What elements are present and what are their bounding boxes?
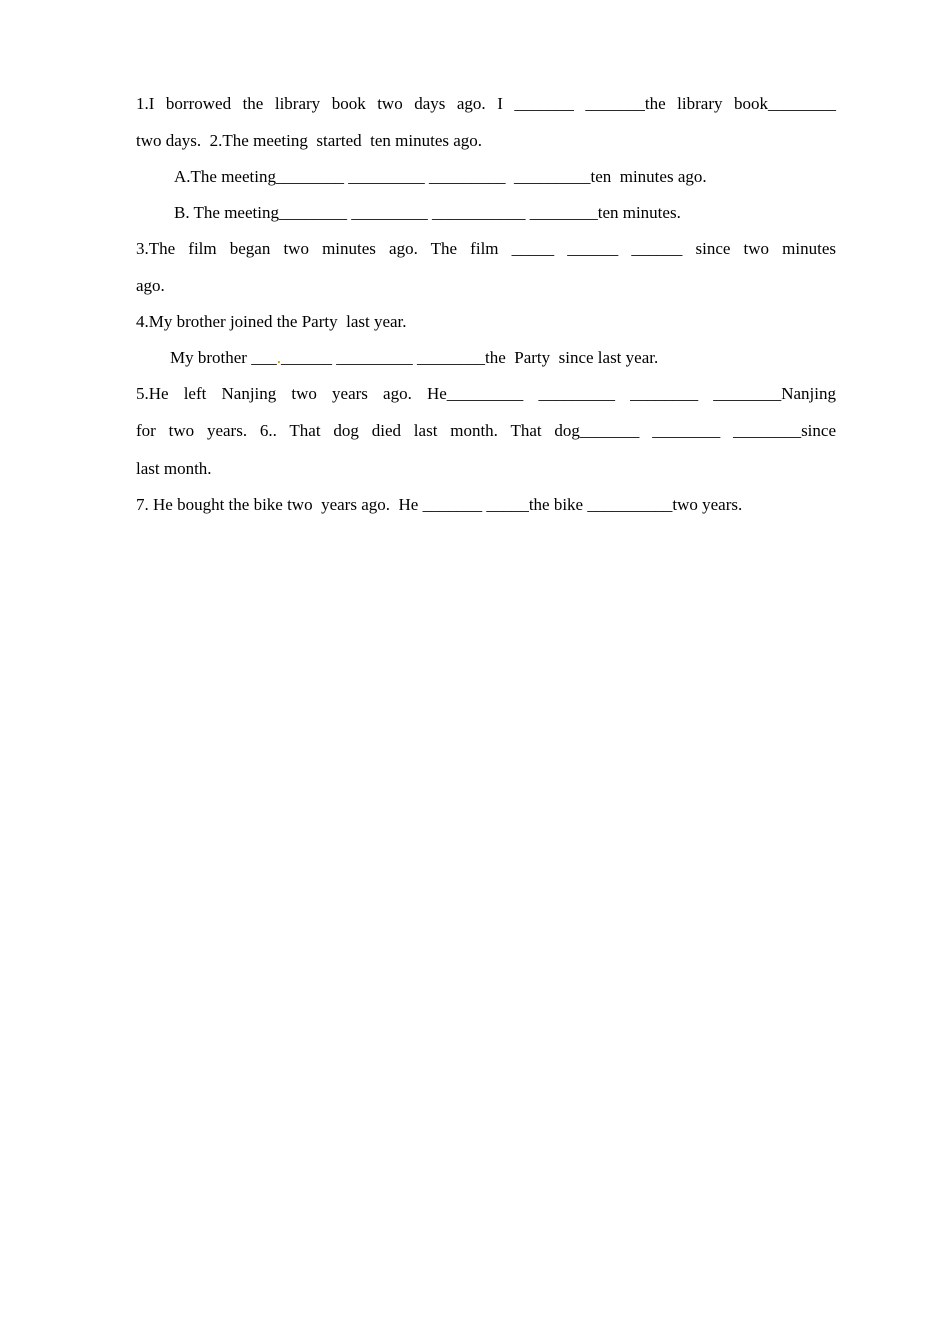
exercise-2a-line: A.The meeting________ _________ _________ _________ten minutes ago. <box>174 167 707 186</box>
exercise-5-6-line: for two years. 6.. That dog died last month. That dog_______ ________ ________since <box>136 421 836 440</box>
exercise-4-line: 4.My brother joined the Party last year. <box>136 312 407 331</box>
exercise-1-2-line: two days. 2.The meeting started ten minutes ago. <box>136 131 483 150</box>
exercise-1-line: 1.I borrowed the library book two days ago. I _______ _______the library book________ <box>136 94 836 113</box>
exercise-3-line: 3.The film began two minutes ago. The film _____ ______ ______ since two minutes <box>136 239 836 258</box>
exercise-4-suffix: ______ _________ ________the Party since last year. <box>280 348 659 367</box>
exercise-7-line: 7. He bought the bike two years ago. He _______ _____the bike __________two years. <box>136 495 743 514</box>
exercise-2b-line: B. The meeting________ _________ ___________ ________ten minutes. <box>174 203 681 222</box>
exercise-6-continuation: last month. <box>136 459 212 478</box>
exercise-4-answer-line <box>170 348 658 368</box>
exercise-4-prefix: My brother ___ <box>170 348 277 367</box>
exercise-5-line: 5.He left Nanjing two years ago. He_________ _________ ________ ________Nanjing <box>136 384 836 403</box>
exercise-3-continuation: ago. <box>136 276 165 295</box>
orange-mark: . <box>276 348 281 367</box>
